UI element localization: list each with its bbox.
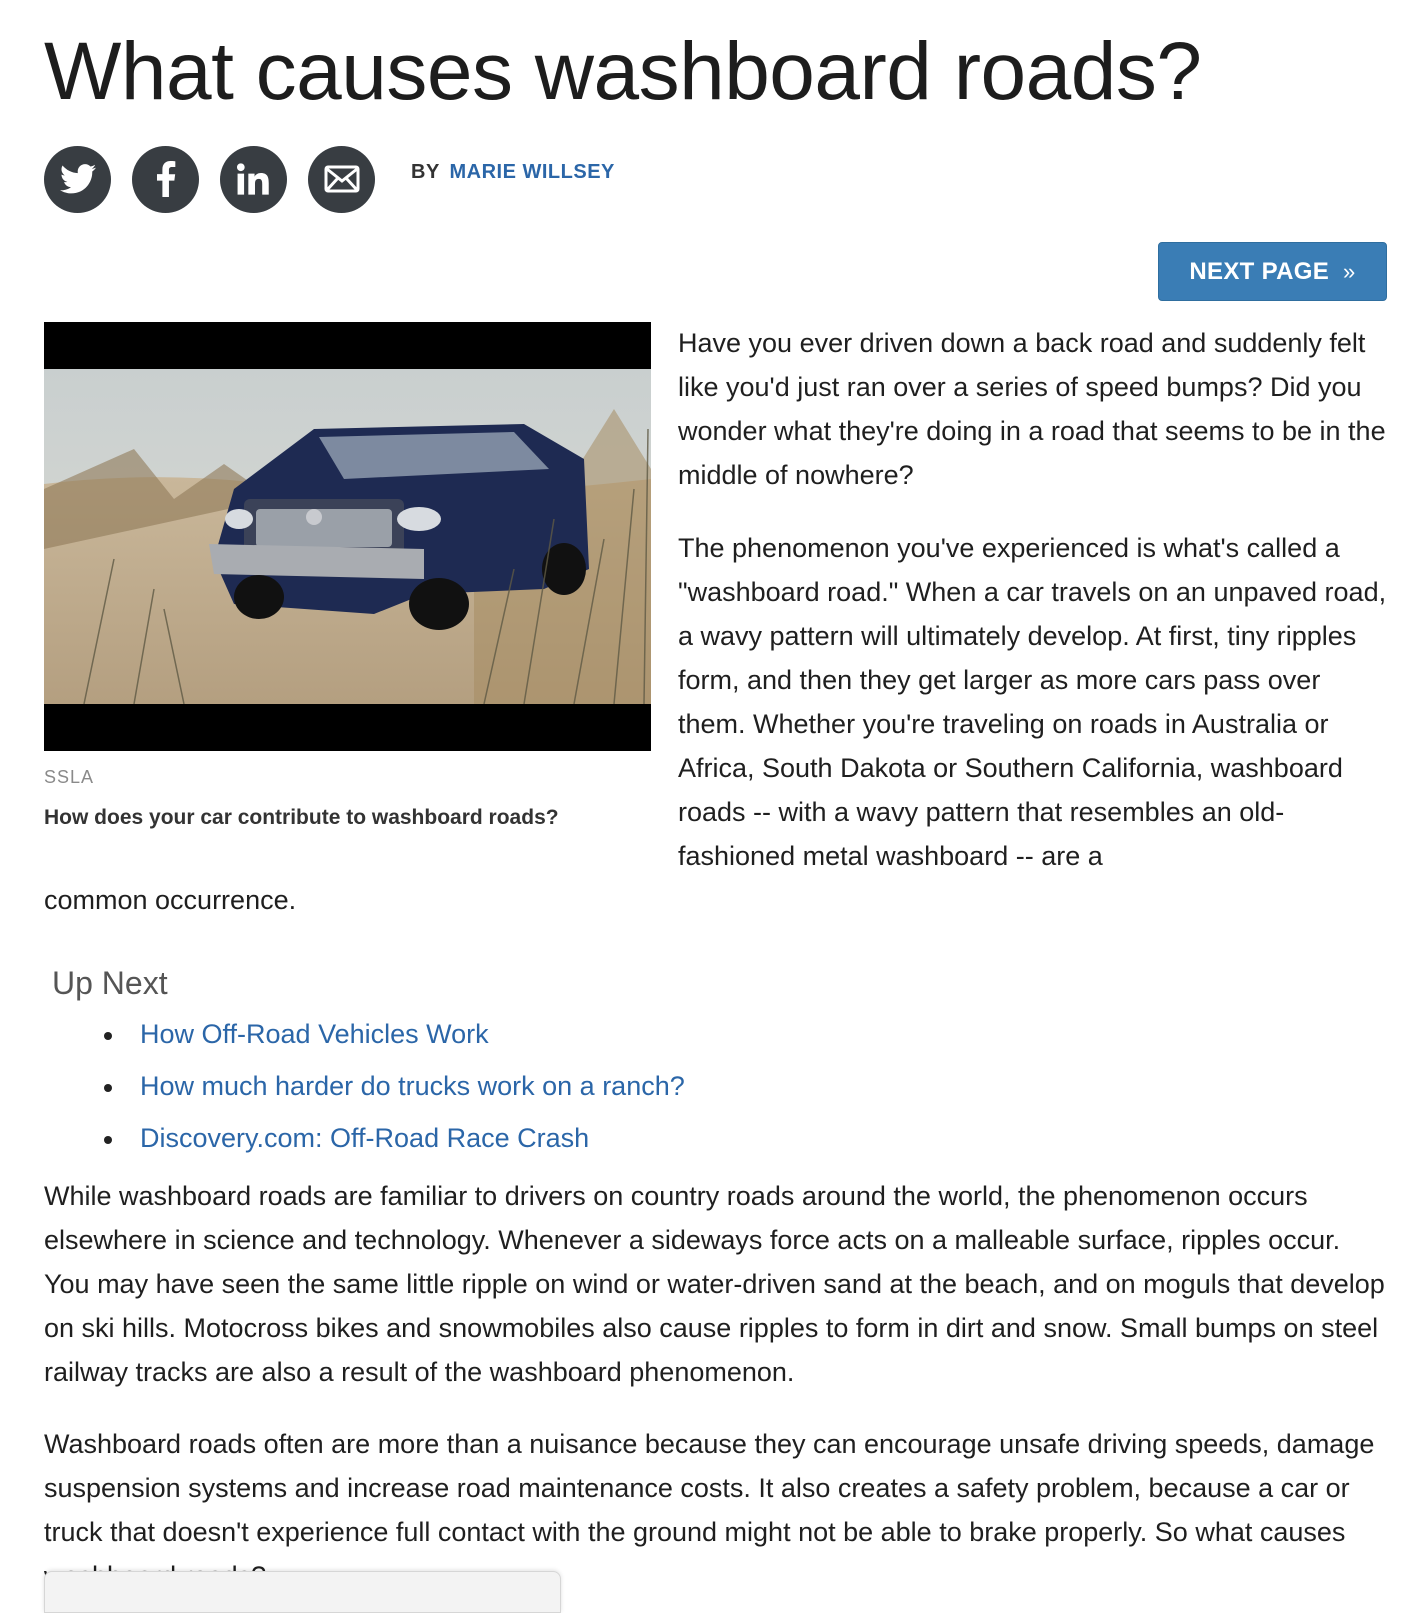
bottom-overlay-bar[interactable] — [44, 1571, 561, 1613]
paragraph-2-tail: common occurrence. — [44, 885, 297, 915]
paragraph-2: The phenomenon you've experienced is what's called a "washboard road." When a car travels on an unpaved road, a wavy pattern will ultimately develop. At first, tiny ripples form, and then they get larger as more cars pass over them. Whether you're traveling on roads in Australia or Africa, South Dakota or Southern California, washboard roads -- with a wavy pattern that resembles an old-fashioned metal washboard -- are a — [678, 533, 1387, 871]
up-next-link[interactable]: Discovery.com: Off-Road Race Crash — [140, 1123, 590, 1153]
paragraph-4: Washboard roads often are more than a nuisance because they can encourage unsafe driving speeds, damage suspension systems and increase road maintenance costs. It also creates a safety problem, because a car or truck that doesn't experience full contact with the ground might not be able to brake properly. So what causes — [44, 1429, 1375, 1547]
twitter-share-button[interactable] — [44, 146, 111, 213]
facebook-icon — [156, 161, 176, 197]
email-icon — [324, 165, 360, 193]
truck-thumbnail-image — [44, 369, 651, 704]
video-player[interactable] — [44, 322, 651, 751]
linkedin-share-button[interactable] — [220, 146, 287, 213]
author-link[interactable]: MARIE WILLSEY — [449, 161, 615, 183]
chevron-right-icon: » — [1343, 258, 1356, 284]
image-credit: SSLA — [44, 767, 95, 787]
twitter-icon — [60, 164, 96, 194]
up-next-section — [52, 958, 685, 1164]
byline-prefix: BY — [411, 161, 440, 183]
paragraph-1: Have you ever driven down a back road and suddenly felt like you'd just ran over a series of speed bumps? Did you wonder what they're doing in a road that seems to be in the middle of nowhere? — [678, 328, 1386, 490]
page-title: What causes washboard roads? — [44, 26, 1202, 117]
list-item — [52, 1008, 685, 1060]
paragraph-3: While washboard roads are familiar to drivers on country roads around the world, the phenomenon occurs elsewhere in science and technology. Whenever a sideways force acts on a malleable surface, ripples occur. You may have seen the same little ripple on wind or water-driven sand at the beach, and on moguls that develop on ski hills. Motocross bikes and snowmobiles also cause ripples to form in dirt and snow. Small bumps on steel railway tracks are also a result of the washboard phenomenon. — [44, 1181, 1385, 1387]
up-next-list — [52, 1008, 685, 1164]
up-next-link[interactable]: How Off-Road Vehicles Work — [140, 1019, 489, 1049]
share-bar — [44, 145, 396, 213]
up-next-title: Up Next — [52, 965, 168, 1001]
email-share-button[interactable] — [308, 146, 375, 213]
next-page-label: NEXT PAGE — [1189, 257, 1330, 285]
next-page-button[interactable] — [1158, 242, 1387, 301]
linkedin-icon — [237, 163, 271, 195]
image-caption: How does your car contribute to washboard roads? — [44, 806, 559, 829]
facebook-share-button[interactable] — [132, 146, 199, 213]
up-next-link[interactable]: How much harder do trucks work on a ranch? — [140, 1071, 685, 1101]
article-figure — [44, 322, 651, 830]
byline — [411, 161, 615, 184]
list-item — [52, 1112, 685, 1164]
list-item — [52, 1060, 685, 1112]
